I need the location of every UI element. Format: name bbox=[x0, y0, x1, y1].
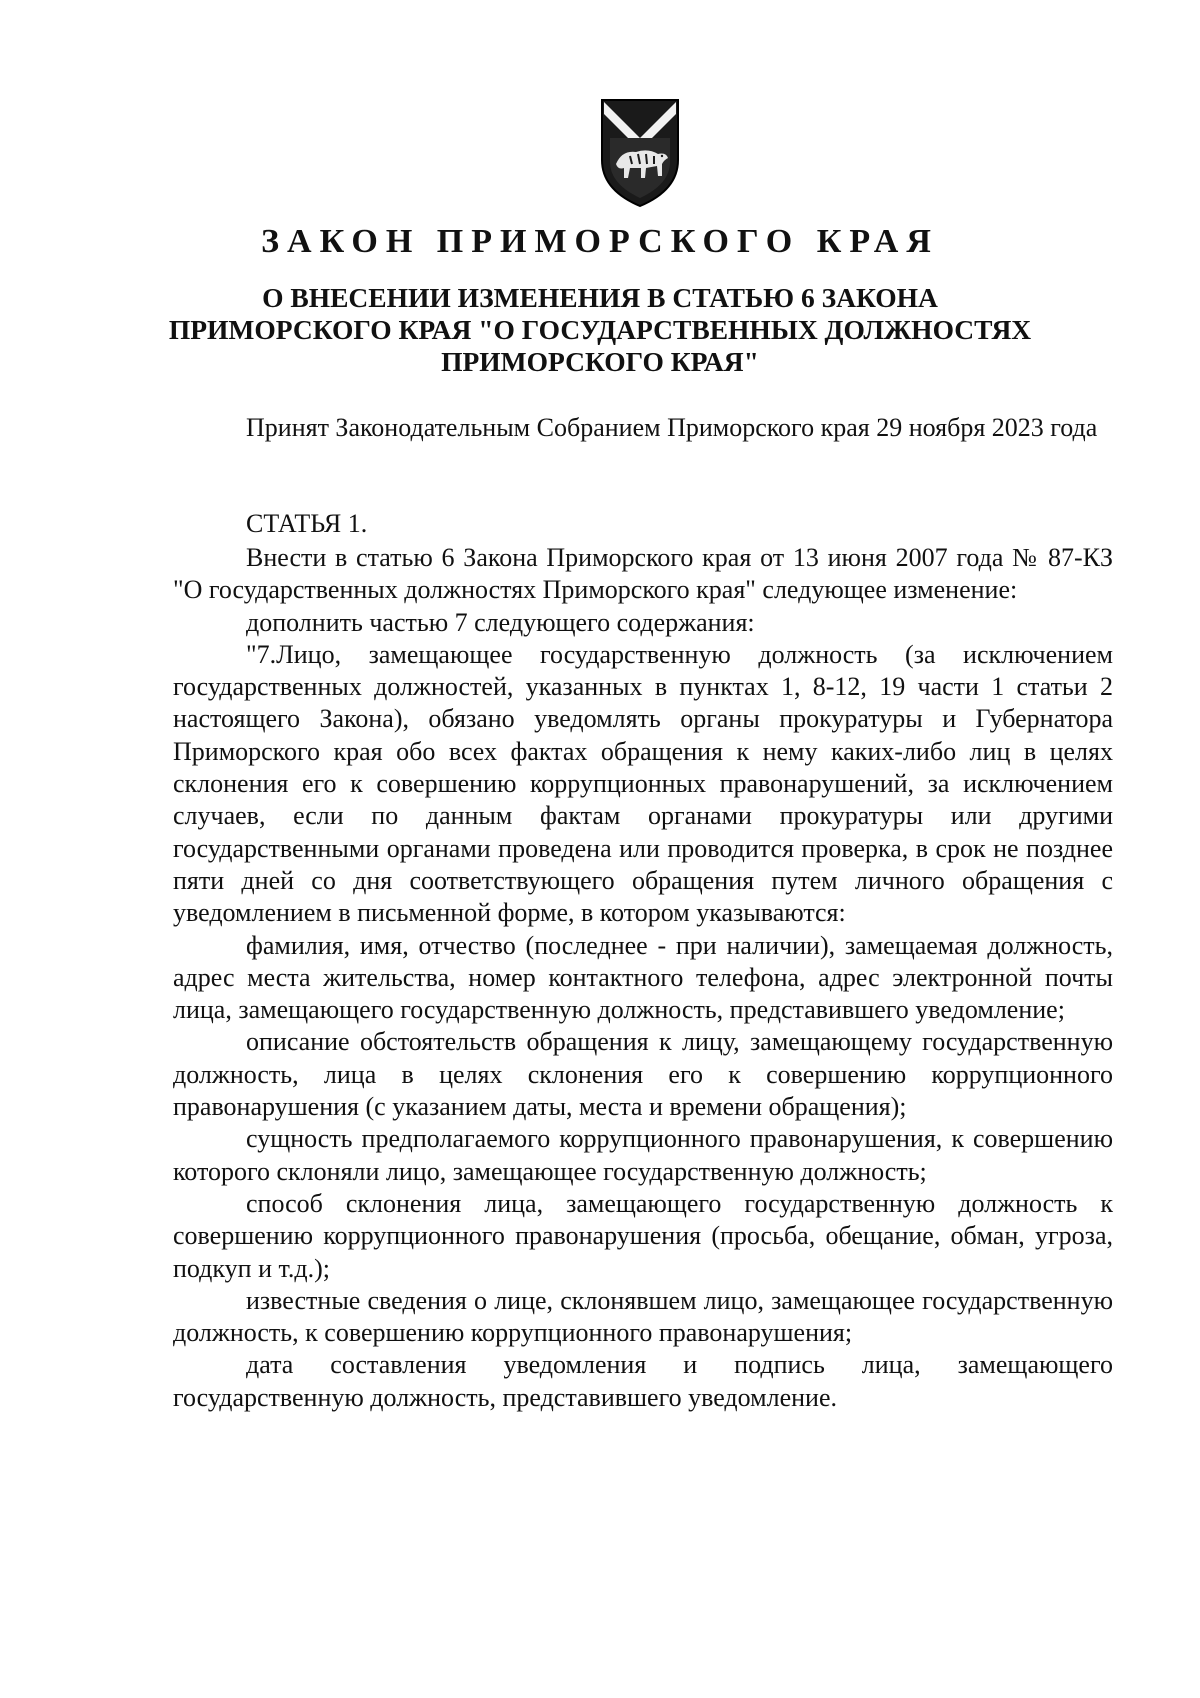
paragraph: способ склонения лица, замещающего государственную должность к совершению коррупционного правонарушения (просьба, обещание, обман, угроза, подкуп и т.д.); bbox=[173, 1188, 1113, 1283]
paragraph: сущность предполагаемого коррупционного правонарушения, к совершению которого склоняли лицо, замещающее государственную должность; bbox=[173, 1124, 1113, 1186]
article-heading: СТАТЬЯ 1. bbox=[246, 509, 368, 538]
paragraph: фамилия, имя, отчество (последнее - при наличии), замещаемая должность, адрес места жительства, номер контактного телефона, адрес электронной почты лица, замещающего государственную должность, представившего уведомление; bbox=[173, 930, 1113, 1025]
paragraph: дата составления уведомления и подпись лица, замещающего государственную должность, представившего уведомление. bbox=[173, 1350, 1113, 1412]
adoption-statement: Принят Законодательным Собранием Приморского края 29 ноября 2023 года bbox=[246, 413, 1098, 442]
subtitle-line: О ВНЕСЕНИИ ИЗМЕНЕНИЯ В СТАТЬЮ 6 ЗАКОНА bbox=[262, 282, 938, 313]
article-text bbox=[173, 542, 1113, 1414]
law-title: ЗАКОН ПРИМОРСКОГО КРАЯ bbox=[261, 223, 939, 260]
paragraph: Внести в статью 6 Закона Приморского края от 13 июня 2007 года № 87-КЗ "О государственных должностях Приморского края" следующее изменение: bbox=[173, 543, 1113, 605]
subtitle-line: ПРИМОРСКОГО КРАЯ "О ГОСУДАРСТВЕННЫХ ДОЛЖНОСТЯХ bbox=[168, 314, 1032, 345]
paragraph: "7.Лицо, замещающее государственную должность (за исключением государственных должностей, указанных в пунктах 1, 8-12, 19 части 1 статьи 2 настоящего Закона), обязано уведомлять органы прокуратуры и Губернатора Приморского края обо всех фактах обращения к нему каких-либо лиц в целях склонения его к совершению коррупционных правонарушений, за исключением случаев, если по данным фактам органами прокуратуры или другими государственными органами проведена или проводится проверка, в срок не позднее пяти дней со дня соответствующего обращения путем личного обращения с уведомлением в письменной форме, в котором указываются: bbox=[173, 639, 1113, 928]
paragraph: дополнить частью 7 следующего содержания: bbox=[246, 607, 755, 637]
coat-of-arms-emblem bbox=[600, 98, 680, 208]
law-subtitle bbox=[0, 282, 1200, 378]
paragraph: описание обстоятельств обращения к лицу, замещающему государственную должность, лица в целях склонения его к совершению коррупционного правонарушения (с указанием даты, места и времени обращения); bbox=[173, 1027, 1113, 1122]
subtitle-line: ПРИМОРСКОГО КРАЯ" bbox=[441, 346, 759, 377]
paragraph: известные сведения о лице, склонявшем лицо, замещающее государственную должность, к совершению коррупционного правонарушения; bbox=[173, 1285, 1113, 1348]
